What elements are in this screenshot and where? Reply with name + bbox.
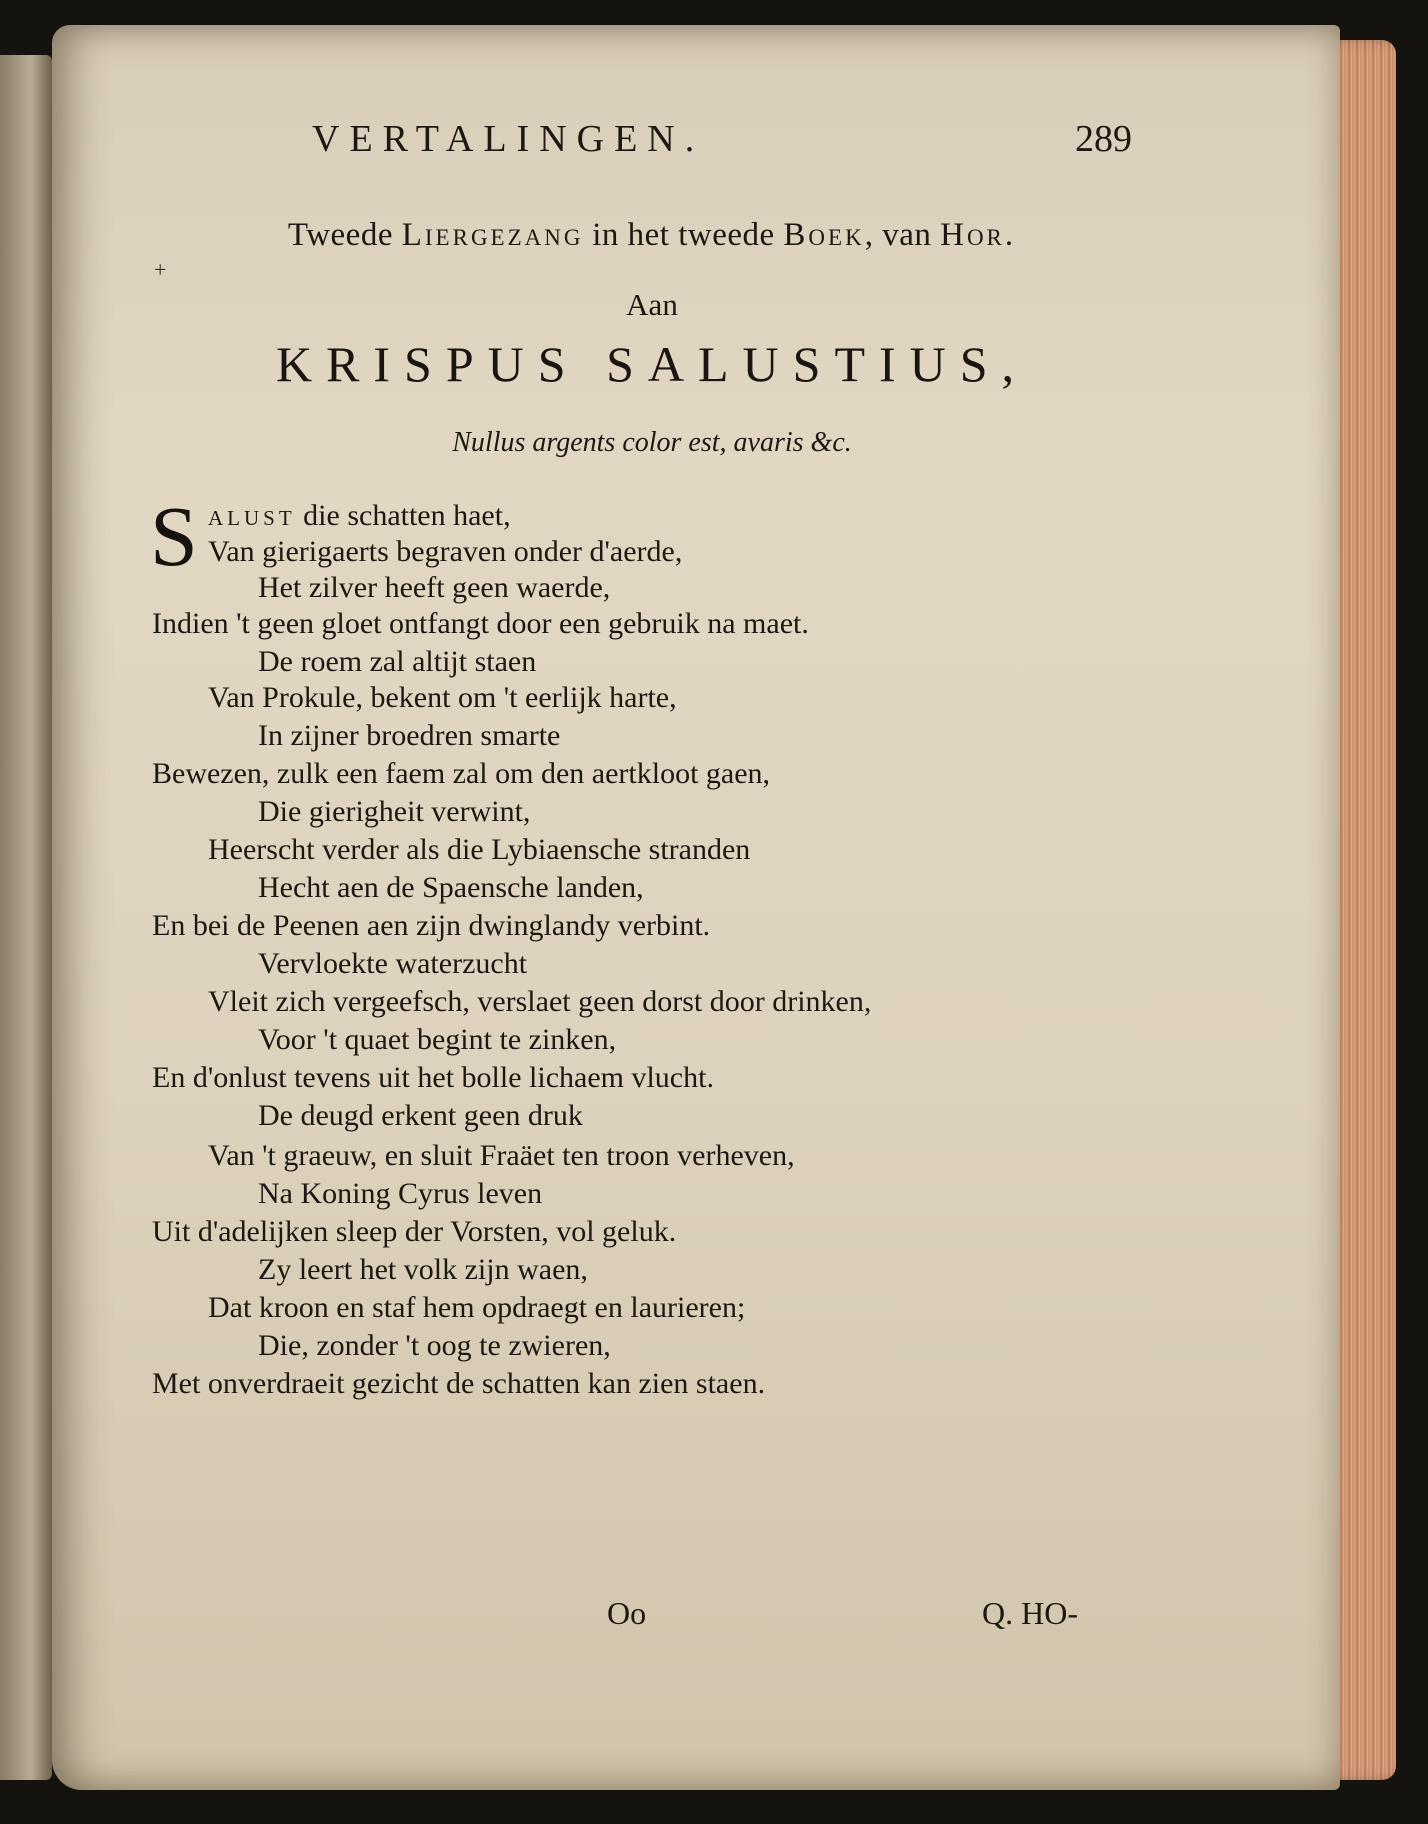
poem-line: Na Koning Cyrus leven: [258, 1177, 543, 1210]
poem-line: Heerscht verder als die Lybiaensche stranden: [208, 833, 751, 866]
book-page: [52, 25, 1340, 1790]
latin-incipit: Nullus argents color est, avaris &c.: [452, 427, 852, 458]
poem-line-1: [208, 499, 511, 533]
page-number: 289: [1075, 118, 1132, 160]
handwritten-plus-mark: +: [154, 257, 167, 282]
heading-part5: , van: [864, 217, 941, 253]
poem-line: Die gierigheit verwint,: [258, 795, 531, 828]
running-head: [312, 117, 1132, 177]
poem-line: Hecht aen de Spaensche landen,: [258, 871, 644, 904]
dedicatee-name: KRISPUS SALUSTIUS,: [275, 336, 1029, 392]
previous-page-edge: [0, 55, 52, 1780]
poem-line: Het zilver heeft geen waerde,: [258, 571, 611, 604]
poem-line: Die, zonder 't oog te zwieren,: [258, 1329, 611, 1362]
heading-part1: Tweede: [287, 217, 402, 253]
signature-mark: Oo: [607, 1595, 647, 1631]
poem-line: Voor 't quaet begint te zinken,: [258, 1023, 617, 1056]
dedication-aan: Aan: [626, 287, 678, 322]
first-line-rest: die schatten haet,: [295, 499, 511, 532]
poem-line: Vleit zich vergeefsch, verslaet geen dorst door drinken,: [208, 985, 872, 1018]
first-word: alust: [208, 499, 296, 532]
poem-line: Indien 't geen gloet ontfangt door een gebruik na maet.: [152, 607, 809, 640]
poem-line: En bei de Peenen aen zijn dwinglandy verbint.: [152, 909, 711, 942]
poem-line: Van gierigaerts begraven onder d'aerde,: [208, 535, 683, 568]
poem-line: In zijner broedren smarte: [258, 719, 561, 752]
poem-line: Met onverdraeit gezicht de schatten kan zien staen.: [152, 1367, 766, 1400]
page-footer: [152, 1595, 1152, 1645]
catchword: Q. HO-: [982, 1595, 1078, 1631]
heading-liergezang: Liergezang: [401, 217, 584, 253]
poem-line: Bewezen, zulk een faem zal om den aertkloot gaen,: [152, 757, 771, 790]
drop-cap: S: [150, 488, 198, 584]
poem-line: Uit d'adelijken sleep der Vorsten, vol geluk.: [152, 1215, 677, 1248]
heading-part3: in het tweede: [583, 217, 784, 253]
poem-line: De deugd erkent geen druk: [258, 1099, 583, 1132]
poem-line: Dat kroon en staf hem opdraegt en laurieren;: [208, 1291, 746, 1324]
running-head-title: VERTALINGEN.: [312, 118, 705, 160]
poem-line: Zy leert het volk zijn waen,: [258, 1253, 588, 1286]
poem-line: Vervloekte waterzucht: [258, 947, 528, 980]
heading-boek: Boek: [783, 217, 865, 253]
poem-line: De roem zal altijt staen: [258, 645, 537, 678]
poem-line: Van 't graeuw, en sluit Fraäet ten troon verheven,: [208, 1139, 795, 1172]
poem-line: Van Prokule, bekent om 't eerlijk harte,: [208, 681, 677, 714]
poem-line: En d'onlust tevens uit het bolle lichaem vlucht.: [152, 1061, 714, 1094]
poem-heading: [152, 217, 1152, 254]
heading-hor: Hor.: [940, 217, 1017, 253]
